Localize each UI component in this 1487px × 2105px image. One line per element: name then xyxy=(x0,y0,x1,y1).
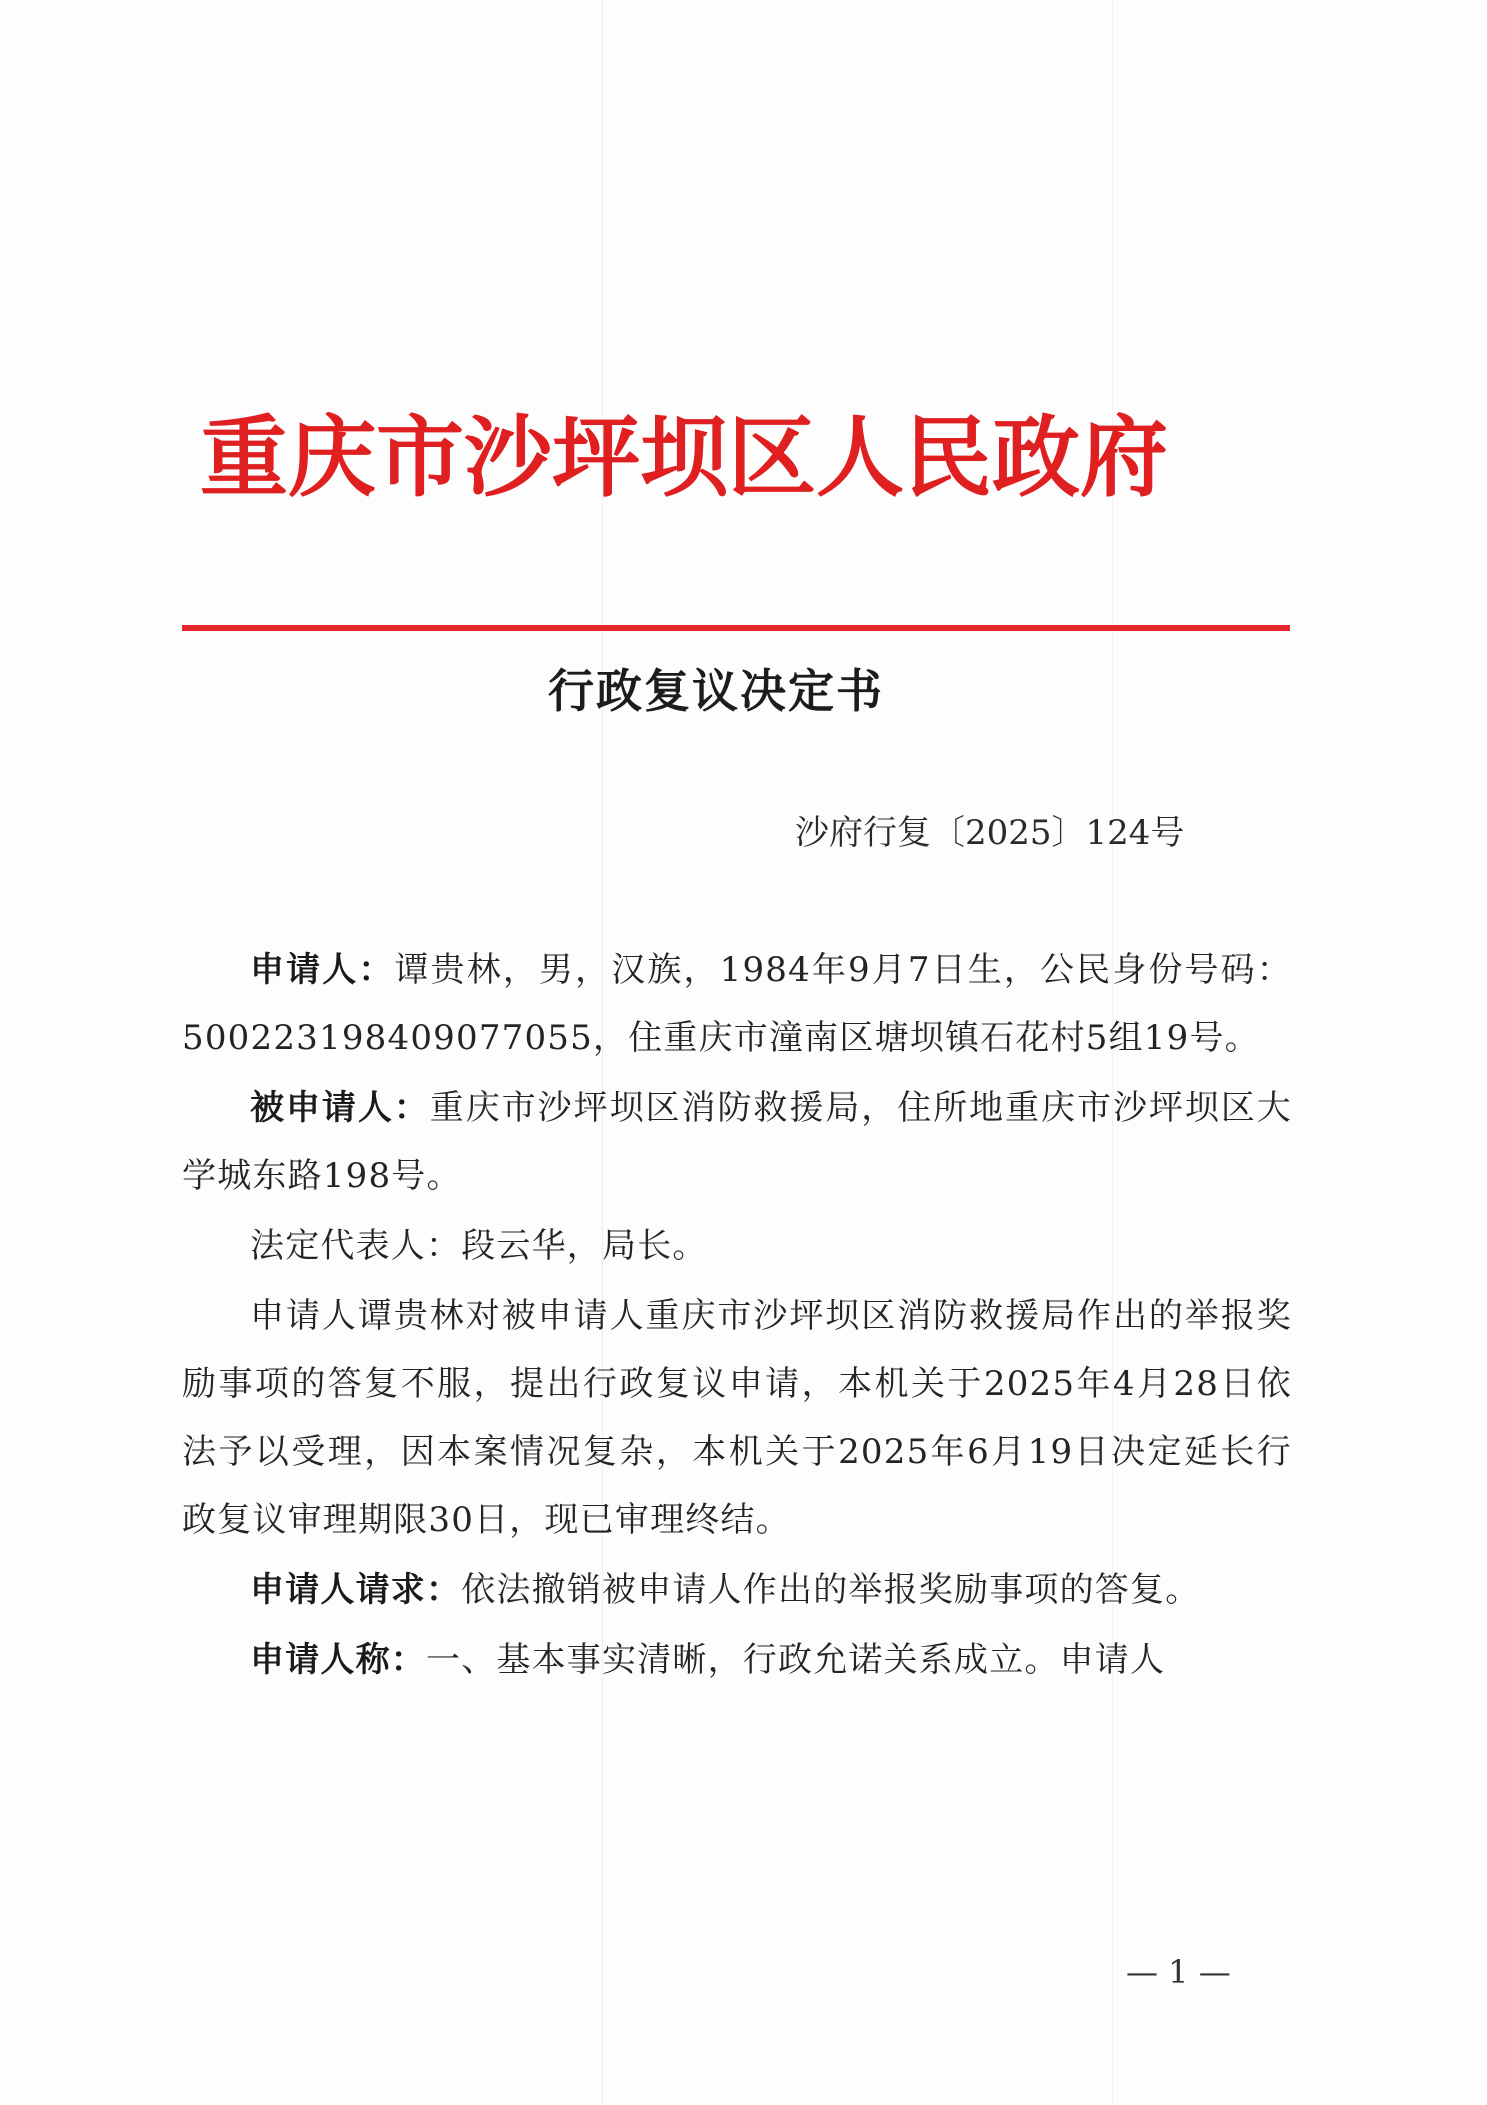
red-header-rule xyxy=(182,625,1290,631)
paragraph-text: 申请人谭贵林对被申请人重庆市沙坪坝区消防救援局作出的举报奖励事项的答复不服，提出行政复议申请，本机关于2025年4月28日依法予以受理，因本案情况复杂，本机关于2025年6月19日决定延长行政复议审理期限30日，现已审理终结。 xyxy=(182,1296,1292,1540)
paragraph-label: 申请人称： xyxy=(250,1640,426,1680)
paragraph-label: 申请人请求： xyxy=(250,1570,462,1610)
document-type-title: 行政复议决定书 xyxy=(548,664,884,718)
paragraph-applicant-claims xyxy=(182,1626,1292,1694)
paragraph-text: 依法撤销被申请人作出的举报奖励事项的答复。 xyxy=(461,1570,1201,1610)
paragraph-respondent xyxy=(182,1074,1292,1210)
document-body xyxy=(182,936,1292,1696)
paragraph-label: 申请人： xyxy=(250,950,395,990)
paragraph-text: 重庆市沙坪坝区消防救援局，住所地重庆市沙坪坝区大学城东路198号。 xyxy=(182,1088,1292,1196)
paragraph-applicant xyxy=(182,936,1292,1072)
page-number: — 1 — xyxy=(1126,1953,1231,1991)
paragraph-case-summary xyxy=(182,1282,1292,1554)
paragraph-text: 谭贵林，男，汉族，1984年9月7日生，公民身份号码：500223198409077055，住重庆市潼南区塘坝镇石花村5组19号。 xyxy=(182,950,1292,1058)
document-number: 沙府行复〔2025〕124号 xyxy=(795,813,1185,853)
paragraph-applicant-request xyxy=(182,1556,1292,1624)
paragraph-text: 一、基本事实清晰，行政允诺关系成立。申请人 xyxy=(426,1640,1166,1680)
paragraph-label: 被申请人： xyxy=(250,1088,430,1128)
paragraph-text: 法定代表人：段云华，局长。 xyxy=(250,1226,708,1266)
paragraph-legal-representative xyxy=(182,1212,1292,1280)
issuer-title: 重庆市沙坪坝区人民政府 xyxy=(200,405,1169,509)
